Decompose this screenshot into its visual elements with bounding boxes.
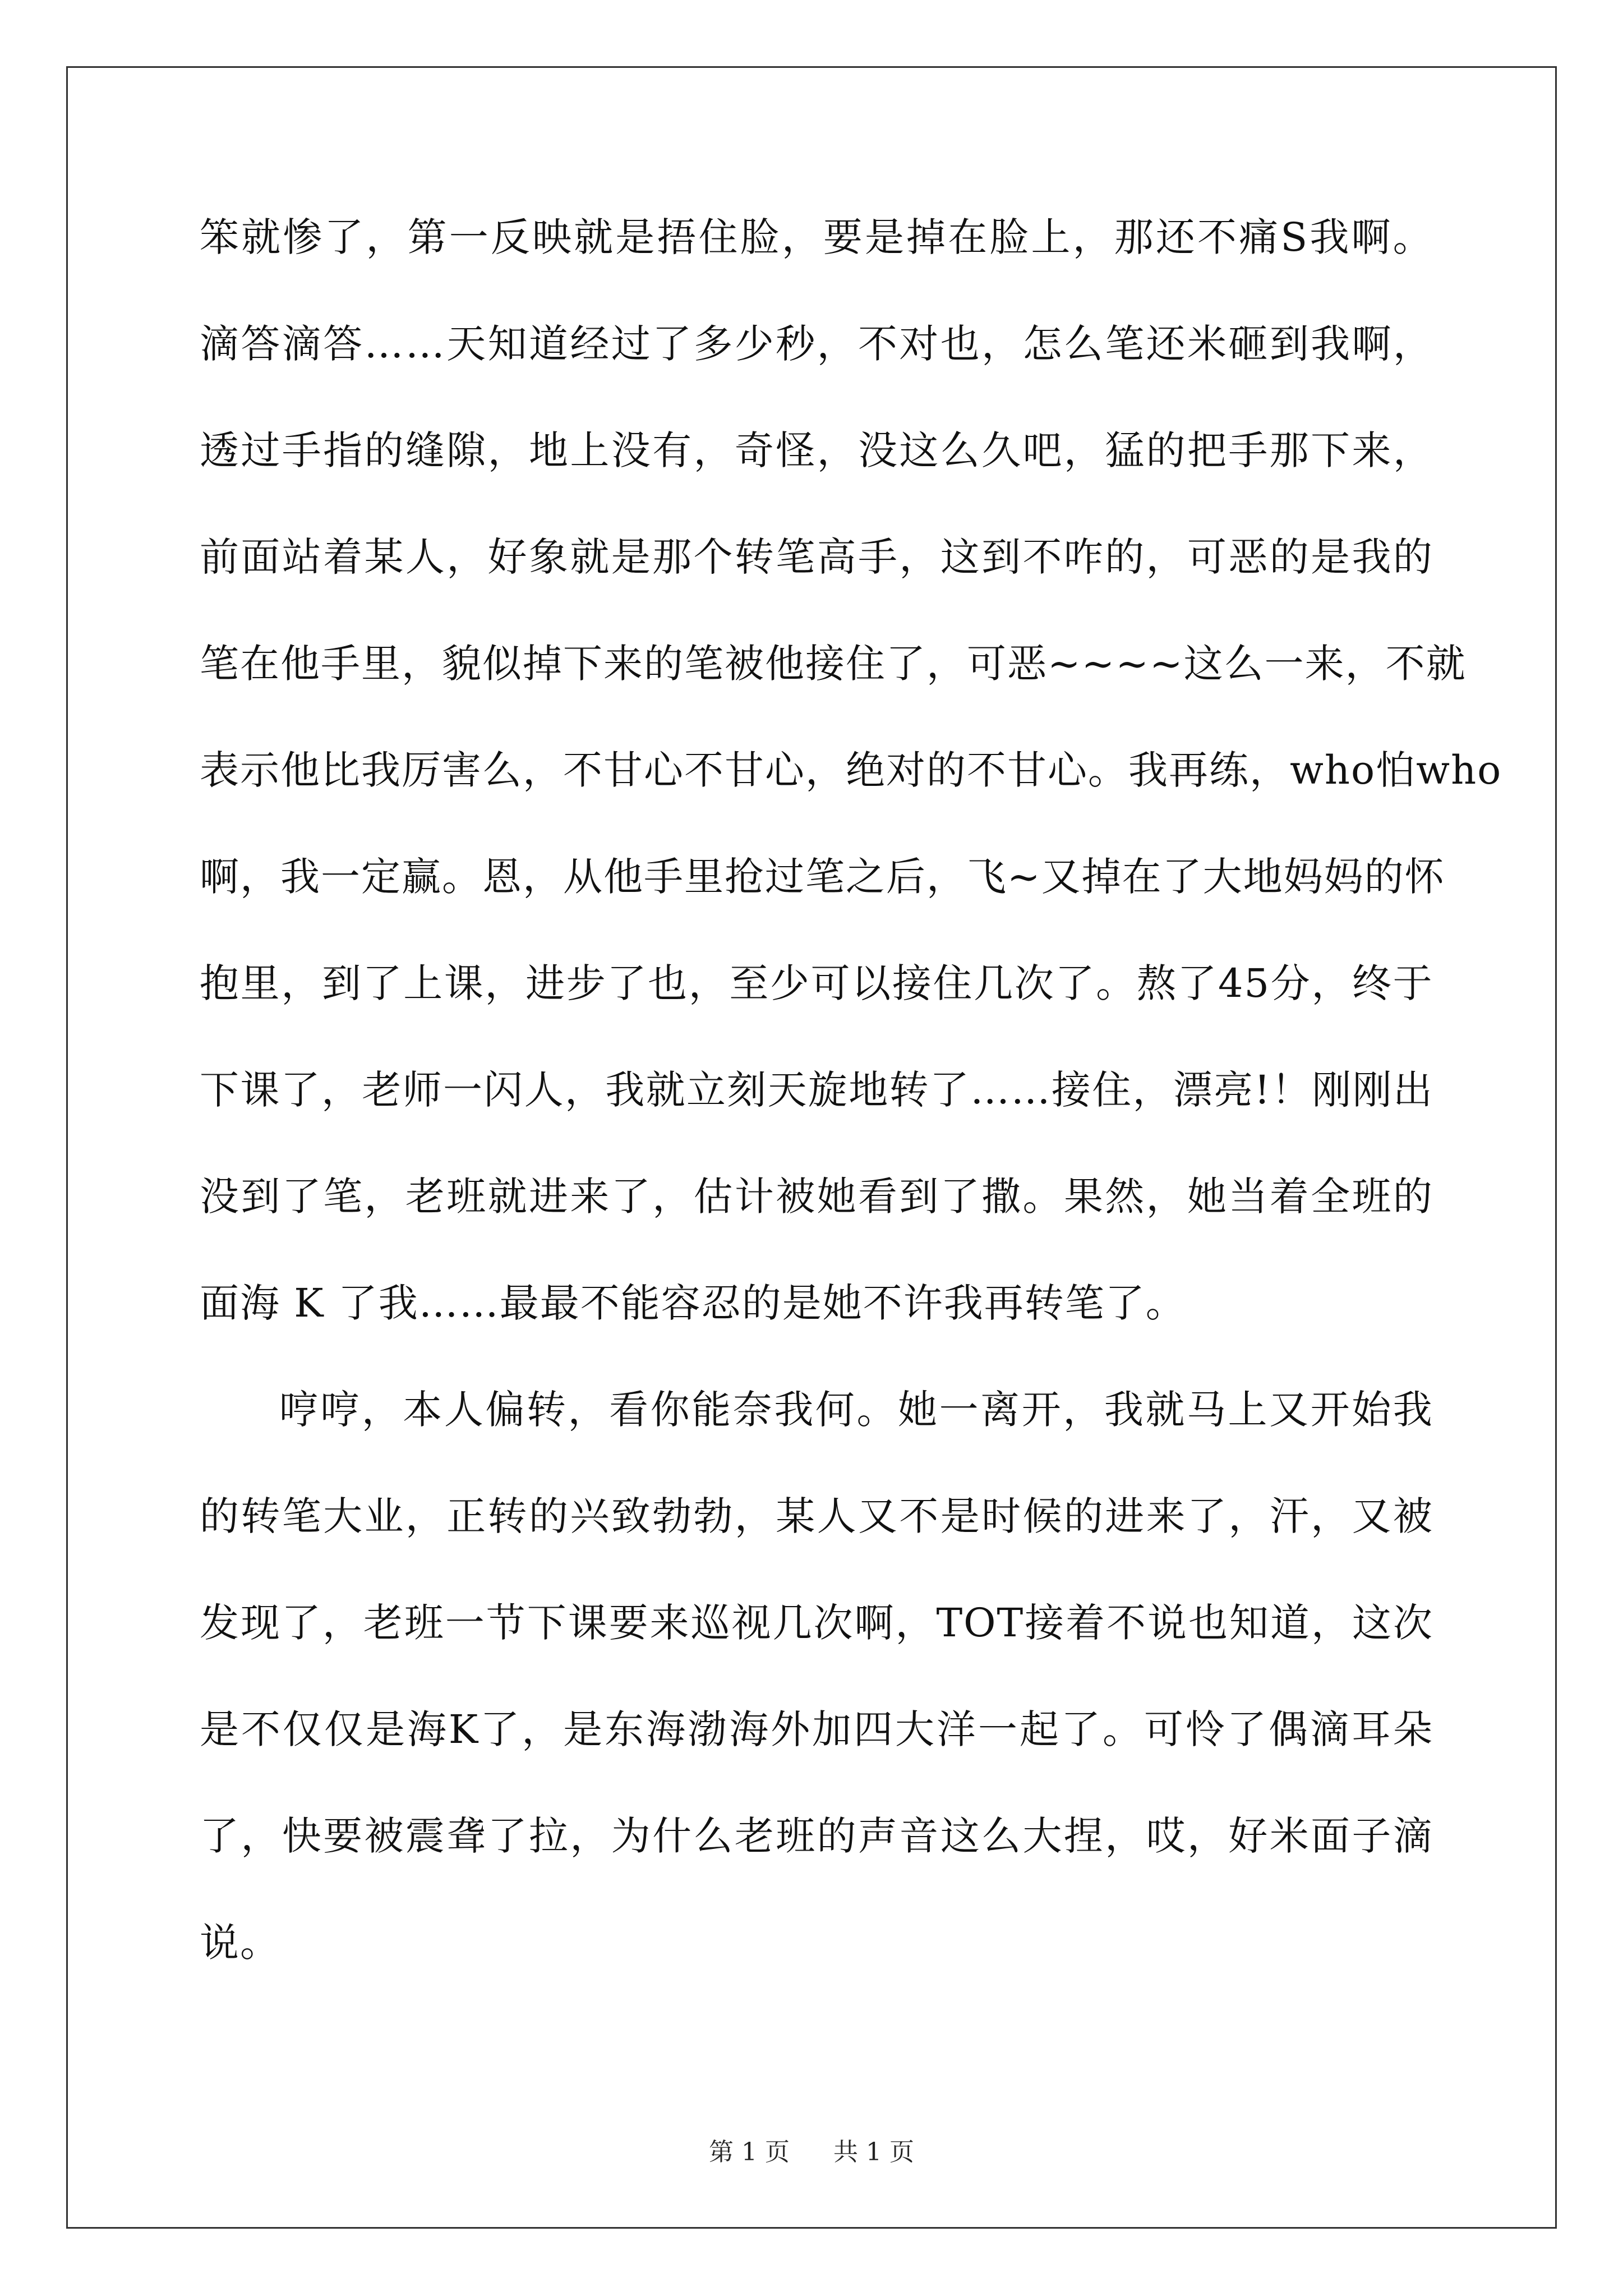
text-line: 透 过 手 指 的 缝 隙 ， 地 上 没 有 ， 奇 怪 ， 没 这 么 久 吧 ， 猛 的 把 手 那 下 来 ， xyxy=(200,427,1433,473)
text-line-indented: 哼 哼 ， 本 人 偏 转 ， 看 你 能 奈 我 何 。 她 一 离 开 ， 我 就 马 上 又 开 始 我 xyxy=(279,1387,1433,1433)
text-line: 啊 ， 我 一 定 赢 。 恩 ， 从 他 手 里 抢 过 笔 之 后 ， 飞 ~ 又 掉 在 了 大 地 妈 妈 的 怀 xyxy=(200,854,1445,900)
page-total-label: 共 1 页 xyxy=(833,2138,914,2166)
text-line: 的 转 笔 大 业 ， 正 转 的 兴 致 勃 勃 ， 某 人 又 不 是 时 候 的 进 来 了 ， 汗 ， 又 被 xyxy=(200,1493,1433,1539)
text-line: 下 课 了 ， 老 师 一 闪 人 ， 我 就 立 刻 天 旋 地 转 了 … … 接 住 ， 漂 亮 ! ！ 刚 刚 出 xyxy=(200,1067,1433,1113)
page-number-label: 第 1 页 xyxy=(709,2138,790,2166)
text-line: 表 示 他 比 我 厉 害 么 ， 不 甘 心 不 甘 心 ， 绝 对 的 不 甘 心 。 我 再 练 ， who 怕 who xyxy=(200,747,1502,793)
text-line: 没 到 了 笔 ， 老 班 就 进 来 了 ， 估 计 被 她 看 到 了 撒 。 果 然 ， 她 当 着 全 班 的 xyxy=(200,1174,1433,1220)
text-line: 笔 在 他 手 里 ， 貌 似 掉 下 来 的 笔 被 他 接 住 了 ， 可 恶 ~ ~ ~ ~ 这 么 一 来 ， 不 就 xyxy=(200,641,1467,687)
text-line: 抱 里 ， 到 了 上 课 ， 进 步 了 也 ， 至 少 可 以 接 住 几 次 了 。 熬 了 45 分 ， 终 于 xyxy=(200,960,1433,1006)
text-line: 面海 K 了我……最最不能容忍的是她不许我再转笔了。 xyxy=(200,1280,1186,1326)
text-line: 笨 就 惨 了 ， 第 一 反 映 就 是 捂 住 脸 ， 要 是 掉 在 脸 上 ， 那 还 不 痛 S 我 啊 。 xyxy=(200,214,1433,260)
text-line: 是 不 仅 仅 是 海 K 了 ， 是 东 海 渤 海 外 加 四 大 洋 一 起 了 。 可 怜 了 偶 滴 耳 朵 xyxy=(200,1706,1433,1752)
document-body xyxy=(200,206,1502,2018)
page-footer xyxy=(0,2132,1623,2168)
text-line: 发 现 了 ， 老 班 一 节 下 课 要 来 巡 视 几 次 啊 ， TOT 接 着 不 说 也 知 道 ， 这 次 xyxy=(200,1600,1433,1646)
text-line: 了 ， 快 要 被 震 聋 了 拉 ， 为 什 么 老 班 的 声 音 这 么 大 捏 ， 哎 ， 好 米 面 子 滴 xyxy=(200,1813,1433,1859)
text-line: 前 面 站 着 某 人 ， 好 象 就 是 那 个 转 笔 高 手 ， 这 到 不 咋 的 ， 可 恶 的 是 我 的 xyxy=(200,534,1433,580)
text-line: 说。 xyxy=(200,1920,280,1966)
text-line: 滴 答 滴 答 … … 天 知 道 经 过 了 多 少 秒 ， 不 对 也 ， 怎 么 笔 还 米 砸 到 我 啊 ， xyxy=(200,321,1433,367)
